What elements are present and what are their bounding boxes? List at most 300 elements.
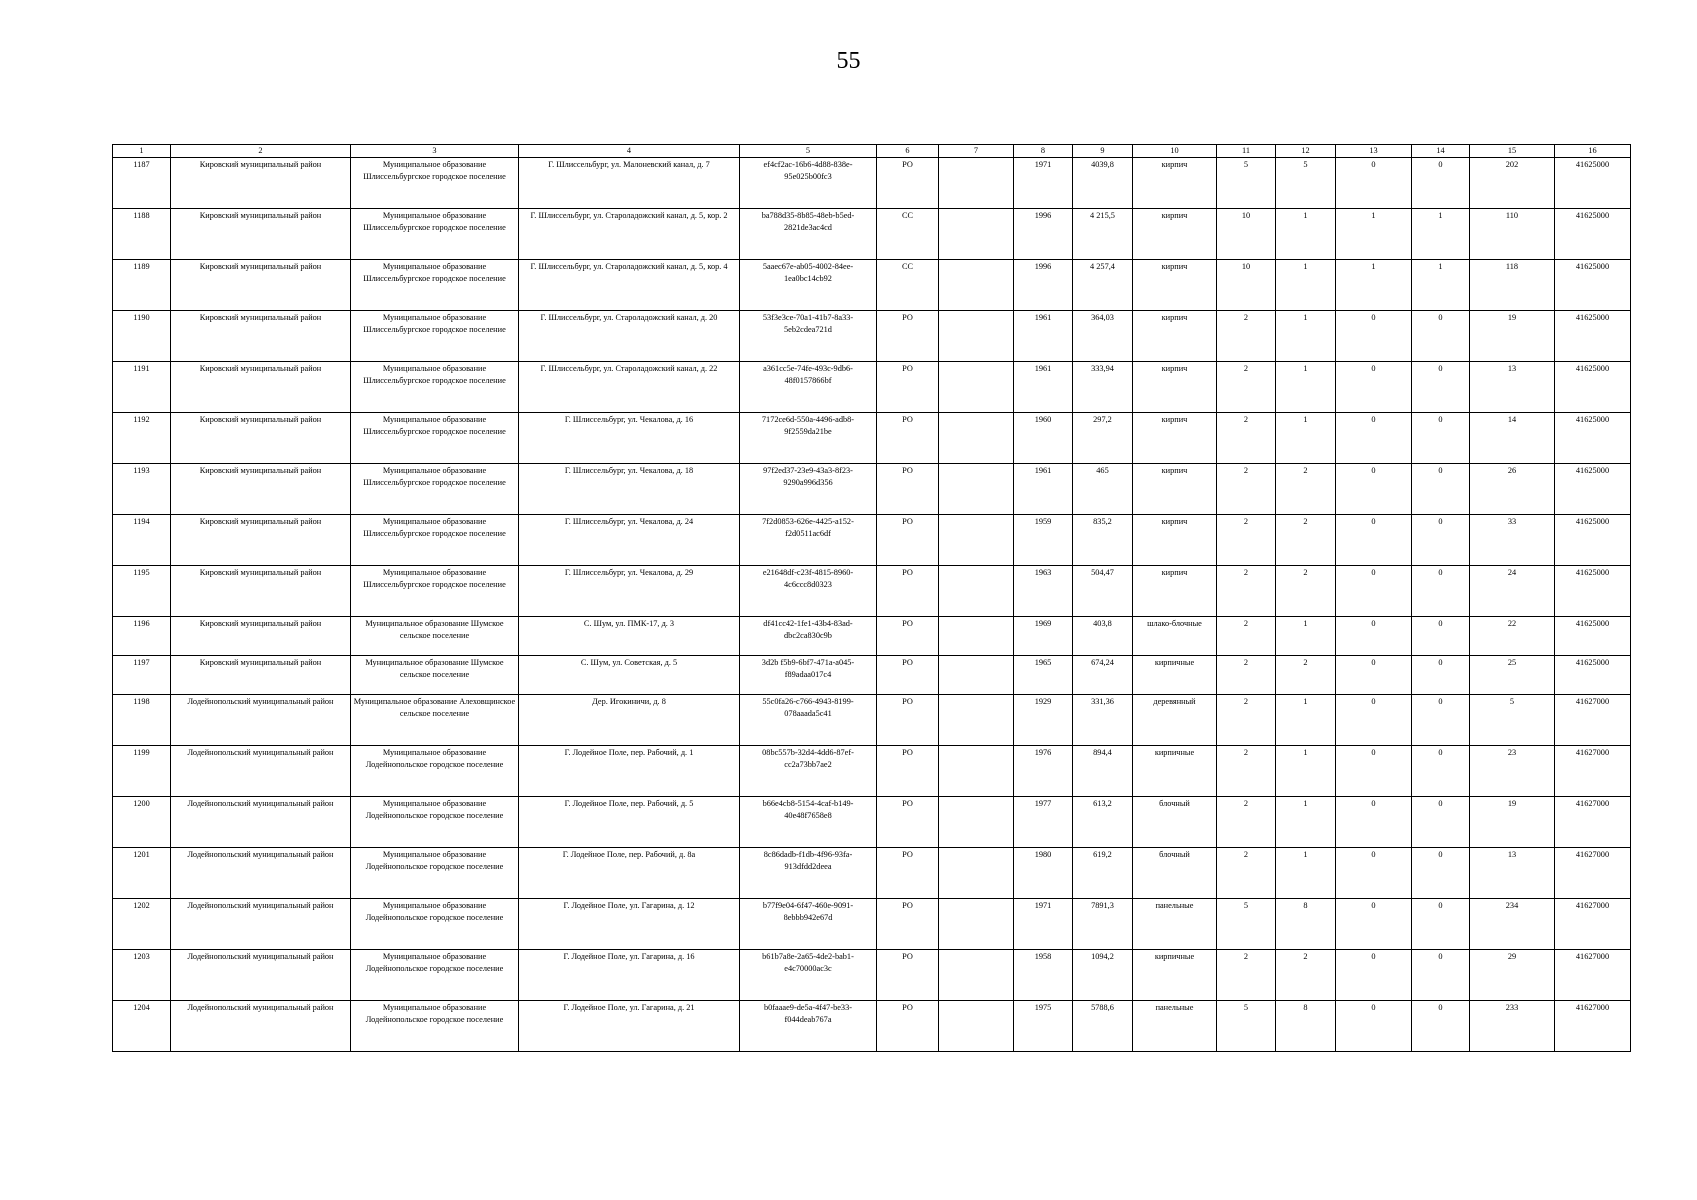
column-header-3: 3 xyxy=(351,145,519,158)
cell-col-6: РО xyxy=(877,362,939,413)
cell-row-number: 1194 xyxy=(113,515,171,566)
cell-row-number: 1195 xyxy=(113,566,171,617)
cell-fias-guid: 7f2d0853-626e-4425-a152-f2d0511ac6df xyxy=(740,515,877,566)
table-row xyxy=(113,464,1631,515)
column-header-11: 11 xyxy=(1217,145,1276,158)
cell-residents: 29 xyxy=(1470,950,1555,1001)
cell-address: Г. Шлиссельбург, ул. Староладожский канал, д. 20 xyxy=(519,311,740,362)
cell-oktmo: 41627000 xyxy=(1555,848,1631,899)
cell-col-7 xyxy=(939,515,1014,566)
cell-row-number: 1196 xyxy=(113,617,171,656)
cell-municipality: Муниципальное образование Шлиссельбургское городское поселение xyxy=(351,566,519,617)
cell-municipality: Муниципальное образование Лодейнопольское городское поселение xyxy=(351,848,519,899)
cell-residents: 110 xyxy=(1470,209,1555,260)
cell-address: Дер. Игокиничи, д. 8 xyxy=(519,695,740,746)
cell-year-built: 1929 xyxy=(1014,695,1073,746)
cell-district: Кировский муниципальный район xyxy=(171,158,351,209)
cell-col-13: 0 xyxy=(1336,656,1412,695)
cell-entrances: 1 xyxy=(1276,362,1336,413)
cell-residents: 5 xyxy=(1470,695,1555,746)
cell-col-7 xyxy=(939,158,1014,209)
cell-wall-material: блочный xyxy=(1133,848,1217,899)
cell-col-6: РО xyxy=(877,899,939,950)
cell-residents: 13 xyxy=(1470,848,1555,899)
cell-address: Г. Шлиссельбург, ул. Староладожский канал, д. 5, кор. 2 xyxy=(519,209,740,260)
table-row xyxy=(113,413,1631,464)
cell-row-number: 1202 xyxy=(113,899,171,950)
cell-oktmo: 41625000 xyxy=(1555,362,1631,413)
column-header-10: 10 xyxy=(1133,145,1217,158)
cell-col-6: РО xyxy=(877,413,939,464)
cell-year-built: 1976 xyxy=(1014,746,1073,797)
cell-col-14: 1 xyxy=(1412,209,1470,260)
cell-floors: 2 xyxy=(1217,797,1276,848)
cell-col-13: 0 xyxy=(1336,695,1412,746)
cell-oktmo: 41625000 xyxy=(1555,566,1631,617)
cell-oktmo: 41625000 xyxy=(1555,515,1631,566)
cell-district: Лодейнопольский муниципальный район xyxy=(171,848,351,899)
cell-oktmo: 41625000 xyxy=(1555,464,1631,515)
cell-wall-material: кирпичные xyxy=(1133,950,1217,1001)
housing-register-table xyxy=(112,144,1631,1052)
cell-col-13: 0 xyxy=(1336,158,1412,209)
cell-fias-guid: ba788d35-8b85-48eb-b5ed-2821de3ac4cd xyxy=(740,209,877,260)
column-header-2: 2 xyxy=(171,145,351,158)
cell-area: 835,2 xyxy=(1073,515,1133,566)
cell-area: 619,2 xyxy=(1073,848,1133,899)
cell-district: Лодейнопольский муниципальный район xyxy=(171,950,351,1001)
cell-col-13: 0 xyxy=(1336,1001,1412,1052)
cell-fias-guid: 55c0fa26-c766-4943-8199-078aaada5c41 xyxy=(740,695,877,746)
cell-oktmo: 41627000 xyxy=(1555,746,1631,797)
cell-entrances: 2 xyxy=(1276,566,1336,617)
cell-residents: 25 xyxy=(1470,656,1555,695)
cell-year-built: 1996 xyxy=(1014,260,1073,311)
page-number: 55 xyxy=(836,48,861,74)
cell-address: Г. Шлиссельбург, ул. Староладожский канал, д. 5, кор. 4 xyxy=(519,260,740,311)
table-row xyxy=(113,260,1631,311)
cell-area: 1094,2 xyxy=(1073,950,1133,1001)
cell-col-13: 0 xyxy=(1336,413,1412,464)
cell-col-14: 0 xyxy=(1412,413,1470,464)
table-row xyxy=(113,797,1631,848)
cell-floors: 2 xyxy=(1217,848,1276,899)
cell-year-built: 1996 xyxy=(1014,209,1073,260)
cell-wall-material: блочный xyxy=(1133,797,1217,848)
cell-col-13: 0 xyxy=(1336,566,1412,617)
cell-col-14: 0 xyxy=(1412,848,1470,899)
cell-row-number: 1198 xyxy=(113,695,171,746)
cell-row-number: 1197 xyxy=(113,656,171,695)
cell-col-13: 0 xyxy=(1336,797,1412,848)
cell-row-number: 1192 xyxy=(113,413,171,464)
cell-municipality: Муниципальное образование Шлиссельбургское городское поселение xyxy=(351,311,519,362)
cell-fias-guid: 5aaec67e-ab05-4002-84ee-1ea0bc14cb92 xyxy=(740,260,877,311)
table-row xyxy=(113,950,1631,1001)
cell-row-number: 1191 xyxy=(113,362,171,413)
cell-address: Г. Лодейное Поле, пер. Рабочий, д. 1 xyxy=(519,746,740,797)
cell-municipality: Муниципальное образование Лодейнопольское городское поселение xyxy=(351,797,519,848)
cell-fias-guid: 97f2ed37-23e9-43a3-8f23-9290a996d356 xyxy=(740,464,877,515)
table-row xyxy=(113,311,1631,362)
cell-col-13: 1 xyxy=(1336,209,1412,260)
cell-year-built: 1975 xyxy=(1014,1001,1073,1052)
cell-year-built: 1965 xyxy=(1014,656,1073,695)
cell-address: Г. Лодейное Поле, ул. Гагарина, д. 21 xyxy=(519,1001,740,1052)
cell-col-13: 0 xyxy=(1336,464,1412,515)
cell-col-7 xyxy=(939,617,1014,656)
cell-col-13: 0 xyxy=(1336,950,1412,1001)
cell-col-6: РО xyxy=(877,311,939,362)
cell-col-6: СС xyxy=(877,209,939,260)
cell-row-number: 1201 xyxy=(113,848,171,899)
cell-municipality: Муниципальное образование Шлиссельбургское городское поселение xyxy=(351,464,519,515)
cell-wall-material: кирпич xyxy=(1133,413,1217,464)
cell-residents: 233 xyxy=(1470,1001,1555,1052)
cell-col-13: 0 xyxy=(1336,746,1412,797)
cell-address: С. Шум, ул. Советская, д. 5 xyxy=(519,656,740,695)
cell-col-14: 0 xyxy=(1412,656,1470,695)
cell-col-7 xyxy=(939,566,1014,617)
cell-col-6: РО xyxy=(877,617,939,656)
cell-municipality: Муниципальное образование Шумское сельское поселение xyxy=(351,656,519,695)
cell-address: Г. Шлиссельбург, ул. Малоневский канал, д. 7 xyxy=(519,158,740,209)
cell-entrances: 1 xyxy=(1276,413,1336,464)
column-header-13: 13 xyxy=(1336,145,1412,158)
cell-municipality: Муниципальное образование Шумское сельское поселение xyxy=(351,617,519,656)
cell-area: 331,36 xyxy=(1073,695,1133,746)
cell-fias-guid: a361cc5e-74fe-493c-9db6-48f0157866bf xyxy=(740,362,877,413)
cell-oktmo: 41625000 xyxy=(1555,656,1631,695)
cell-district: Кировский муниципальный район xyxy=(171,260,351,311)
cell-area: 5788,6 xyxy=(1073,1001,1133,1052)
cell-col-14: 0 xyxy=(1412,362,1470,413)
cell-col-14: 0 xyxy=(1412,158,1470,209)
cell-col-6: РО xyxy=(877,656,939,695)
cell-col-7 xyxy=(939,746,1014,797)
cell-address: Г. Лодейное Поле, пер. Рабочий, д. 5 xyxy=(519,797,740,848)
cell-year-built: 1963 xyxy=(1014,566,1073,617)
cell-address: Г. Шлиссельбург, ул. Чекалова, д. 29 xyxy=(519,566,740,617)
cell-floors: 2 xyxy=(1217,746,1276,797)
cell-municipality: Муниципальное образование Шлиссельбургское городское поселение xyxy=(351,158,519,209)
cell-row-number: 1203 xyxy=(113,950,171,1001)
cell-col-7 xyxy=(939,899,1014,950)
cell-oktmo: 41627000 xyxy=(1555,899,1631,950)
cell-wall-material: кирпичные xyxy=(1133,656,1217,695)
cell-entrances: 2 xyxy=(1276,464,1336,515)
cell-col-14: 0 xyxy=(1412,515,1470,566)
cell-area: 4 257,4 xyxy=(1073,260,1133,311)
cell-col-13: 0 xyxy=(1336,617,1412,656)
cell-wall-material: панельные xyxy=(1133,1001,1217,1052)
cell-district: Кировский муниципальный район xyxy=(171,362,351,413)
cell-year-built: 1961 xyxy=(1014,362,1073,413)
cell-municipality: Муниципальное образование Лодейнопольское городское поселение xyxy=(351,899,519,950)
cell-floors: 2 xyxy=(1217,464,1276,515)
cell-year-built: 1959 xyxy=(1014,515,1073,566)
cell-entrances: 2 xyxy=(1276,515,1336,566)
cell-floors: 2 xyxy=(1217,695,1276,746)
cell-area: 4 215,5 xyxy=(1073,209,1133,260)
cell-entrances: 1 xyxy=(1276,695,1336,746)
cell-address: Г. Лодейное Поле, пер. Рабочий, д. 8а xyxy=(519,848,740,899)
cell-district: Кировский муниципальный район xyxy=(171,515,351,566)
cell-col-13: 0 xyxy=(1336,311,1412,362)
cell-wall-material: деревянный xyxy=(1133,695,1217,746)
cell-wall-material: кирпич xyxy=(1133,515,1217,566)
cell-residents: 118 xyxy=(1470,260,1555,311)
cell-fias-guid: 3d2b f5b9-6bf7-471a-a045-f89adaa017c4 xyxy=(740,656,877,695)
cell-municipality: Муниципальное образование Шлиссельбургское городское поселение xyxy=(351,515,519,566)
cell-fias-guid: 08bc557b-32d4-4dd6-87ef-cc2a73bb7ae2 xyxy=(740,746,877,797)
table-row xyxy=(113,362,1631,413)
cell-wall-material: кирпич xyxy=(1133,311,1217,362)
cell-entrances: 1 xyxy=(1276,848,1336,899)
cell-floors: 5 xyxy=(1217,158,1276,209)
cell-row-number: 1204 xyxy=(113,1001,171,1052)
cell-oktmo: 41625000 xyxy=(1555,209,1631,260)
cell-col-13: 0 xyxy=(1336,899,1412,950)
cell-entrances: 1 xyxy=(1276,209,1336,260)
cell-floors: 10 xyxy=(1217,209,1276,260)
table-row xyxy=(113,746,1631,797)
cell-municipality: Муниципальное образование Шлиссельбургское городское поселение xyxy=(351,362,519,413)
cell-col-14: 0 xyxy=(1412,746,1470,797)
cell-floors: 10 xyxy=(1217,260,1276,311)
table-row xyxy=(113,899,1631,950)
cell-district: Кировский муниципальный район xyxy=(171,656,351,695)
cell-col-13: 0 xyxy=(1336,848,1412,899)
cell-residents: 234 xyxy=(1470,899,1555,950)
cell-fias-guid: b77f9e04-6f47-460e-9091-8ebbb942e67d xyxy=(740,899,877,950)
table-row xyxy=(113,515,1631,566)
cell-entrances: 8 xyxy=(1276,899,1336,950)
cell-floors: 2 xyxy=(1217,566,1276,617)
cell-floors: 2 xyxy=(1217,362,1276,413)
table-row xyxy=(113,566,1631,617)
cell-district: Кировский муниципальный район xyxy=(171,617,351,656)
cell-area: 674,24 xyxy=(1073,656,1133,695)
cell-floors: 2 xyxy=(1217,950,1276,1001)
cell-col-14: 0 xyxy=(1412,464,1470,515)
cell-col-7 xyxy=(939,848,1014,899)
cell-year-built: 1961 xyxy=(1014,311,1073,362)
cell-col-7 xyxy=(939,797,1014,848)
cell-district: Лодейнопольский муниципальный район xyxy=(171,1001,351,1052)
cell-entrances: 5 xyxy=(1276,158,1336,209)
column-header-4: 4 xyxy=(519,145,740,158)
column-header-7: 7 xyxy=(939,145,1014,158)
cell-district: Кировский муниципальный район xyxy=(171,311,351,362)
cell-col-14: 0 xyxy=(1412,695,1470,746)
column-header-14: 14 xyxy=(1412,145,1470,158)
cell-district: Кировский муниципальный район xyxy=(171,464,351,515)
cell-col-7 xyxy=(939,413,1014,464)
cell-col-7 xyxy=(939,362,1014,413)
cell-col-7 xyxy=(939,311,1014,362)
cell-row-number: 1200 xyxy=(113,797,171,848)
cell-oktmo: 41627000 xyxy=(1555,797,1631,848)
cell-municipality: Муниципальное образование Лодейнопольское городское поселение xyxy=(351,1001,519,1052)
cell-wall-material: панельные xyxy=(1133,899,1217,950)
cell-oktmo: 41627000 xyxy=(1555,695,1631,746)
cell-col-7 xyxy=(939,260,1014,311)
cell-col-6: РО xyxy=(877,848,939,899)
cell-oktmo: 41625000 xyxy=(1555,158,1631,209)
cell-residents: 19 xyxy=(1470,797,1555,848)
cell-wall-material: кирпич xyxy=(1133,209,1217,260)
cell-col-7 xyxy=(939,695,1014,746)
cell-wall-material: кирпич xyxy=(1133,464,1217,515)
cell-col-14: 0 xyxy=(1412,617,1470,656)
cell-wall-material: кирпич xyxy=(1133,260,1217,311)
cell-year-built: 1971 xyxy=(1014,899,1073,950)
cell-entrances: 2 xyxy=(1276,656,1336,695)
cell-municipality: Муниципальное образование Шлиссельбургское городское поселение xyxy=(351,413,519,464)
cell-municipality: Муниципальное образование Алеховщинское сельское поселение xyxy=(351,695,519,746)
cell-year-built: 1961 xyxy=(1014,464,1073,515)
cell-col-13: 1 xyxy=(1336,260,1412,311)
cell-municipality: Муниципальное образование Лодейнопольское городское поселение xyxy=(351,746,519,797)
cell-row-number: 1190 xyxy=(113,311,171,362)
cell-col-14: 0 xyxy=(1412,566,1470,617)
cell-col-6: РО xyxy=(877,1001,939,1052)
cell-address: Г. Шлиссельбург, ул. Чекалова, д. 18 xyxy=(519,464,740,515)
cell-oktmo: 41627000 xyxy=(1555,1001,1631,1052)
cell-floors: 2 xyxy=(1217,311,1276,362)
cell-oktmo: 41625000 xyxy=(1555,617,1631,656)
table-row xyxy=(113,848,1631,899)
cell-district: Лодейнопольский муниципальный район xyxy=(171,899,351,950)
cell-col-6: РО xyxy=(877,464,939,515)
cell-fias-guid: 7172ce6d-550a-4496-adb8-9f2559da21be xyxy=(740,413,877,464)
cell-area: 333,94 xyxy=(1073,362,1133,413)
cell-area: 894,4 xyxy=(1073,746,1133,797)
cell-col-7 xyxy=(939,656,1014,695)
column-header-16: 16 xyxy=(1555,145,1631,158)
cell-col-6: РО xyxy=(877,158,939,209)
column-header-15: 15 xyxy=(1470,145,1555,158)
cell-floors: 2 xyxy=(1217,413,1276,464)
table-row xyxy=(113,1001,1631,1052)
cell-residents: 202 xyxy=(1470,158,1555,209)
cell-wall-material: кирпич xyxy=(1133,566,1217,617)
cell-col-6: РО xyxy=(877,695,939,746)
cell-row-number: 1187 xyxy=(113,158,171,209)
cell-fias-guid: df41cc42-1fe1-43b4-83ad-dbc2ca830c9b xyxy=(740,617,877,656)
cell-area: 297,2 xyxy=(1073,413,1133,464)
column-header-8: 8 xyxy=(1014,145,1073,158)
cell-year-built: 1971 xyxy=(1014,158,1073,209)
cell-fias-guid: b0faaae9-de5a-4f47-be33-f044deab767a xyxy=(740,1001,877,1052)
cell-col-14: 0 xyxy=(1412,950,1470,1001)
cell-col-14: 0 xyxy=(1412,1001,1470,1052)
cell-residents: 23 xyxy=(1470,746,1555,797)
cell-col-14: 0 xyxy=(1412,311,1470,362)
cell-row-number: 1188 xyxy=(113,209,171,260)
cell-residents: 22 xyxy=(1470,617,1555,656)
cell-address: Г. Шлиссельбург, ул. Чекалова, д. 16 xyxy=(519,413,740,464)
cell-entrances: 1 xyxy=(1276,746,1336,797)
column-header-5: 5 xyxy=(740,145,877,158)
cell-col-7 xyxy=(939,1001,1014,1052)
cell-area: 4039,8 xyxy=(1073,158,1133,209)
cell-area: 7891,3 xyxy=(1073,899,1133,950)
cell-col-13: 0 xyxy=(1336,515,1412,566)
cell-col-6: РО xyxy=(877,515,939,566)
cell-residents: 13 xyxy=(1470,362,1555,413)
cell-area: 613,2 xyxy=(1073,797,1133,848)
table-row xyxy=(113,158,1631,209)
cell-year-built: 1960 xyxy=(1014,413,1073,464)
cell-district: Кировский муниципальный район xyxy=(171,566,351,617)
cell-oktmo: 41625000 xyxy=(1555,260,1631,311)
cell-district: Лодейнопольский муниципальный район xyxy=(171,746,351,797)
cell-row-number: 1199 xyxy=(113,746,171,797)
column-header-6: 6 xyxy=(877,145,939,158)
cell-district: Кировский муниципальный район xyxy=(171,413,351,464)
cell-oktmo: 41625000 xyxy=(1555,311,1631,362)
cell-col-7 xyxy=(939,209,1014,260)
cell-entrances: 1 xyxy=(1276,260,1336,311)
cell-col-14: 0 xyxy=(1412,899,1470,950)
cell-fias-guid: 8c86dadb-f1db-4f96-93fa-913dfdd2deea xyxy=(740,848,877,899)
cell-residents: 26 xyxy=(1470,464,1555,515)
cell-floors: 2 xyxy=(1217,515,1276,566)
cell-fias-guid: 53f3e3ce-70a1-41b7-8a33-5eb2cdea721d xyxy=(740,311,877,362)
cell-col-6: РО xyxy=(877,950,939,1001)
column-header-9: 9 xyxy=(1073,145,1133,158)
cell-residents: 33 xyxy=(1470,515,1555,566)
cell-col-6: РО xyxy=(877,797,939,848)
cell-wall-material: кирпич xyxy=(1133,362,1217,413)
cell-district: Лодейнопольский муниципальный район xyxy=(171,695,351,746)
cell-floors: 5 xyxy=(1217,1001,1276,1052)
cell-municipality: Муниципальное образование Лодейнопольское городское поселение xyxy=(351,950,519,1001)
cell-col-7 xyxy=(939,464,1014,515)
cell-year-built: 1969 xyxy=(1014,617,1073,656)
cell-fias-guid: b61b7a8e-2a65-4de2-bab1-e4c70000ac3c xyxy=(740,950,877,1001)
cell-entrances: 1 xyxy=(1276,311,1336,362)
cell-oktmo: 41625000 xyxy=(1555,413,1631,464)
cell-col-13: 0 xyxy=(1336,362,1412,413)
cell-entrances: 8 xyxy=(1276,1001,1336,1052)
cell-year-built: 1977 xyxy=(1014,797,1073,848)
cell-area: 364,03 xyxy=(1073,311,1133,362)
cell-municipality: Муниципальное образование Шлиссельбургское городское поселение xyxy=(351,260,519,311)
cell-wall-material: шлако-блочные xyxy=(1133,617,1217,656)
cell-col-7 xyxy=(939,950,1014,1001)
cell-residents: 19 xyxy=(1470,311,1555,362)
cell-fias-guid: e21648df-c23f-4815-8960-4c6ccc8d0323 xyxy=(740,566,877,617)
cell-address: Г. Шлиссельбург, ул. Чекалова, д. 24 xyxy=(519,515,740,566)
cell-col-6: РО xyxy=(877,566,939,617)
cell-fias-guid: ef4cf2ac-16b6-4d88-838e-95e025b00fc3 xyxy=(740,158,877,209)
cell-address: С. Шум, ул. ПМК-17, д. 3 xyxy=(519,617,740,656)
cell-address: Г. Шлиссельбург, ул. Староладожский канал, д. 22 xyxy=(519,362,740,413)
cell-entrances: 2 xyxy=(1276,950,1336,1001)
column-header-1: 1 xyxy=(113,145,171,158)
cell-floors: 2 xyxy=(1217,617,1276,656)
cell-municipality: Муниципальное образование Шлиссельбургское городское поселение xyxy=(351,209,519,260)
table-row xyxy=(113,695,1631,746)
column-number-header xyxy=(113,145,1631,158)
cell-entrances: 1 xyxy=(1276,617,1336,656)
cell-address: Г. Лодейное Поле, ул. Гагарина, д. 16 xyxy=(519,950,740,1001)
table-row xyxy=(113,656,1631,695)
cell-col-14: 1 xyxy=(1412,260,1470,311)
